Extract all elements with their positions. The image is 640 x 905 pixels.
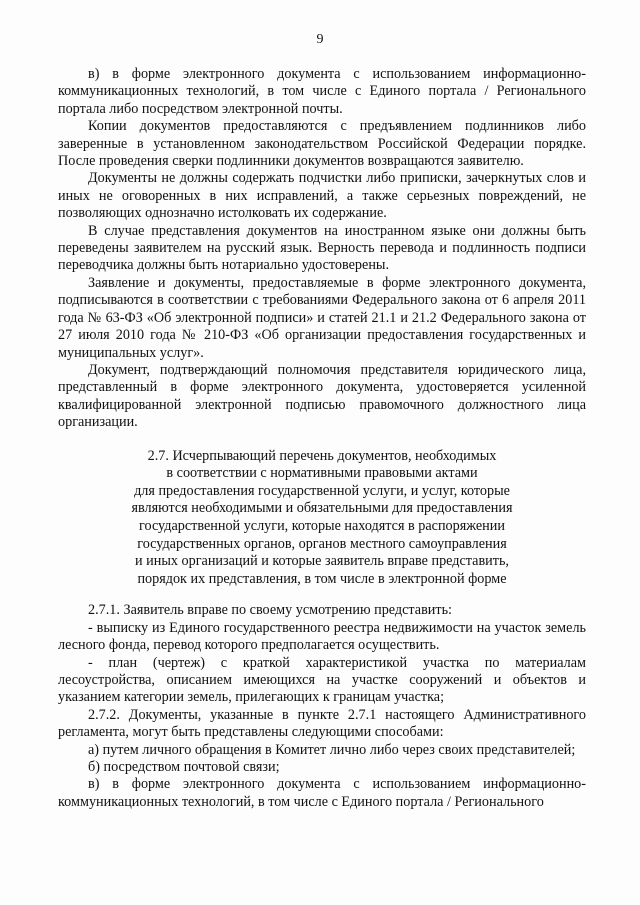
section-heading-line: государственных органов, органов местного самоуправления xyxy=(137,535,507,552)
section-heading-line: в соответствии с нормативными правовыми актами xyxy=(166,465,478,482)
section-heading-line: для предоставления государственной услуги, и услуг, которые xyxy=(134,482,510,499)
paragraph: в) в форме электронного документа с использованием информационно-коммуникационных технологий, в том числе с Единого портала / Регионального xyxy=(58,776,586,810)
paragraph: 2.7.2. Документы, указанные в пункте 2.7.1 настоящего Административного регламента, могут быть представлены следующими способами: xyxy=(58,706,586,741)
section-heading-line: и иных организаций и которые заявитель вправе представить, xyxy=(135,553,509,570)
paragraph: Заявление и документы, предоставляемые в форме электронного документа, подписываются в соответствии с требованиями Федерального закона от 6 апреля 2011 года № 63-ФЗ «Об электронной подписи» и статей 21.1 и 21.2 Федерального закона от 27 июля 2010 года № 210-ФЗ «Об организации предоставления государственных и муниципальных услуг». xyxy=(58,274,586,361)
paragraph: в) в форме электронного документа с использованием информационно-коммуникационных технологий, в том числе с Единого портала / Регионального портала либо посредством электронной почты. xyxy=(58,66,586,117)
paragraph: 2.7.1. Заявитель вправе по своему усмотрению представить: xyxy=(88,602,452,619)
paragraph: В случае представления документов на иностранном языке они должны быть переведены заявителем на русский язык. Верность перевода и подлинность подписи переводчика должны быть нотариально удостоверены. xyxy=(58,222,586,274)
paragraph: а) путем личного обращения в Комитет лично либо через своих представителей; xyxy=(88,741,576,758)
document-body xyxy=(58,66,586,811)
section-heading xyxy=(58,448,586,589)
section-heading-line: порядок их представления, в том числе в электронной форме xyxy=(137,570,507,587)
section-heading-line: государственной услуги, которые находятся в распоряжении xyxy=(139,517,505,534)
paragraph: Документы не должны содержать подчистки либо приписки, зачеркнутых слов и иных не оговоренных в них исправлений, а также серьезных повреждений, не позволяющих однозначно истолковать их содержание. xyxy=(58,170,586,222)
section-heading-line: 2.7. Исчерпывающий перечень документов, необходимых xyxy=(147,447,497,464)
paragraph: - выписку из Единого государственного реестра недвижимости на участок земель лесного фонда, перевод которого предполагается осуществить. xyxy=(58,619,586,654)
section-heading-line: являются необходимыми и обязательными для предоставления xyxy=(131,500,513,517)
paragraph: б) посредством почтовой связи; xyxy=(88,758,280,775)
paragraph: Копии документов предоставляются с предъявлением подлинников либо заверенные в установленном законодательством Российской Федерации порядке. После проведения сверки подлинники документов возвращаются заявителю. xyxy=(58,118,586,170)
paragraph: - план (чертеж) с краткой характеристикой участка по материалам лесоустройства, описанием имеющихся на участке сооружений и объектов и указанием категории земель, прилегающих к границам участка; xyxy=(58,654,586,706)
page-number: 9 xyxy=(316,32,324,47)
paragraph: Документ, подтверждающий полномочия представителя юридического лица, представленный в форме электронного документа, удостоверяется усиленной квалифицированной электронной подписью правомочного должностного лица организации. xyxy=(58,361,586,431)
